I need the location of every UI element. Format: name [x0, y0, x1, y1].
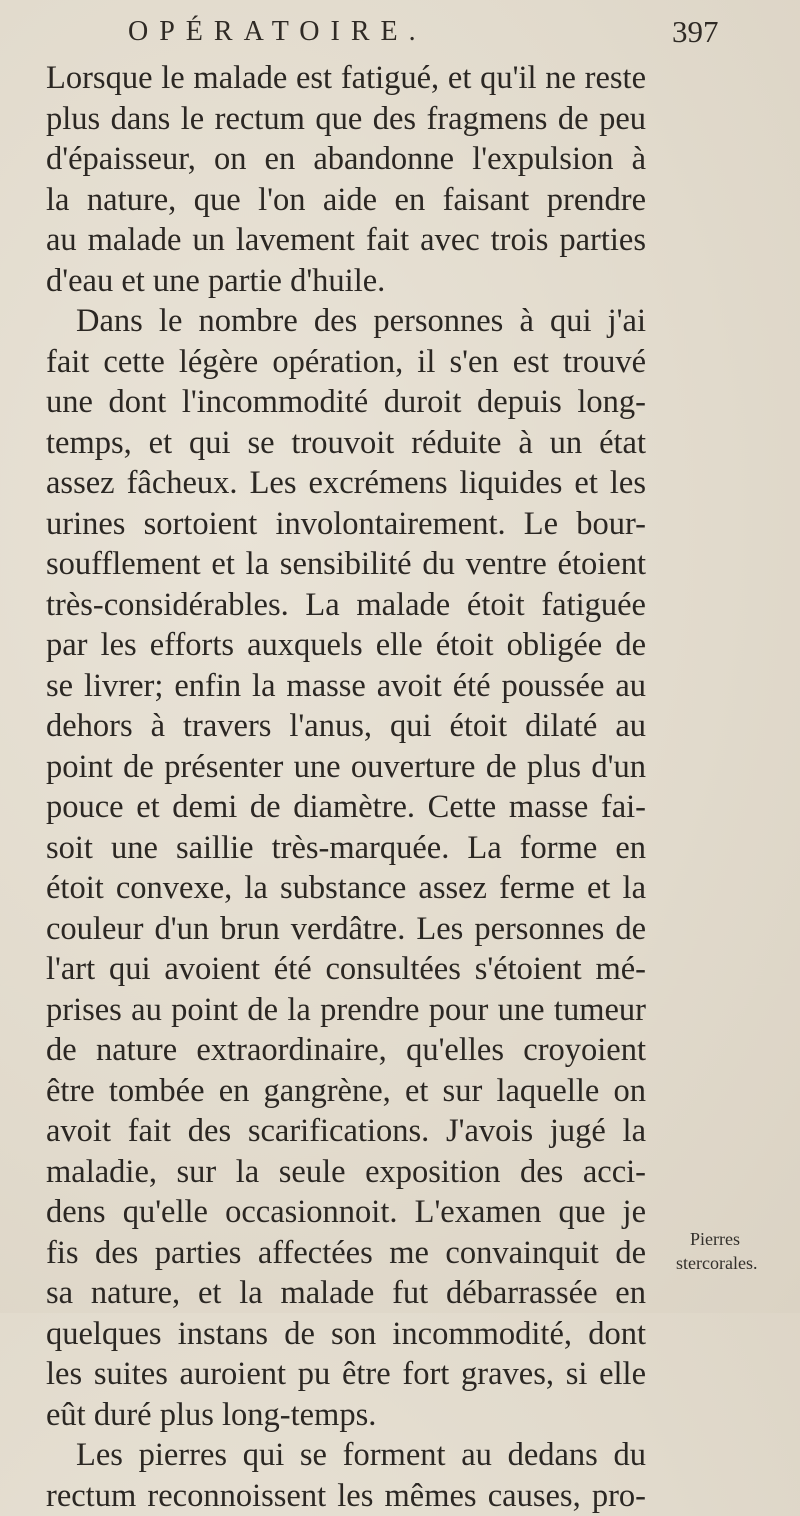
text-line: par les efforts auxquels elle étoit obligée de: [46, 625, 646, 666]
text-line: l'art qui avoient été consultées s'étoient mé-: [46, 949, 646, 990]
text-line: au malade un lavement fait avec trois parties: [46, 220, 646, 261]
margin-note-line: Pierres: [676, 1227, 796, 1251]
text-line: plus dans le rectum que des fragmens de peu: [46, 99, 646, 140]
body-text: [46, 58, 646, 1516]
text-line: être tombée en gangrène, et sur laquelle on: [46, 1071, 646, 1112]
text-line: Dans le nombre des personnes à qui j'ai: [46, 301, 646, 342]
margin-note: [676, 1227, 796, 1275]
text-line: quelques instans de son incommodité, dont: [46, 1314, 646, 1355]
text-line: point de présenter une ouverture de plus d'un: [46, 747, 646, 788]
text-line: prises au point de la prendre pour une tumeur: [46, 990, 646, 1031]
text-line: la nature, que l'on aide en faisant prendre: [46, 180, 646, 221]
text-line: Les pierres qui se forment au dedans du: [46, 1435, 646, 1476]
text-line: de nature extraordinaire, qu'elles croyoient: [46, 1030, 646, 1071]
text-line: fait cette légère opération, il s'en est trouvé: [46, 342, 646, 383]
text-line: se livrer; enfin la masse avoit été poussée au: [46, 666, 646, 707]
text-line: rectum reconnoissent les mêmes causes, pro-: [46, 1476, 646, 1516]
text-line: dens qu'elle occasionnoit. L'examen que je: [46, 1192, 646, 1233]
text-line: d'eau et une partie d'huile.: [46, 261, 646, 302]
text-line: assez fâcheux. Les excrémens liquides et les: [46, 463, 646, 504]
text-line: avoit fait des scarifications. J'avois jugé la: [46, 1111, 646, 1152]
page-number: 397: [672, 14, 719, 50]
text-line: Lorsque le malade est fatigué, et qu'il ne reste: [46, 58, 646, 99]
running-head-title: OPÉRATOIRE.: [128, 16, 427, 48]
text-line: soufflement et la sensibilité du ventre étoient: [46, 544, 646, 585]
text-line: les suites auroient pu être fort graves, si elle: [46, 1354, 646, 1395]
margin-note-line: stercorales.: [676, 1251, 796, 1275]
running-head: [0, 10, 800, 50]
text-line: temps, et qui se trouvoit réduite à un état: [46, 423, 646, 464]
text-line: une dont l'incommodité duroit depuis long-: [46, 382, 646, 423]
text-line: soit une saillie très-marquée. La forme en: [46, 828, 646, 869]
text-line: très-considérables. La malade étoit fatiguée: [46, 585, 646, 626]
text-line: couleur d'un brun verdâtre. Les personnes de: [46, 909, 646, 950]
text-line: d'épaisseur, on en abandonne l'expulsion à: [46, 139, 646, 180]
text-line: maladie, sur la seule exposition des acci-: [46, 1152, 646, 1193]
text-line: eût duré plus long-temps.: [46, 1395, 646, 1436]
text-line: pouce et demi de diamètre. Cette masse fai-: [46, 787, 646, 828]
text-line: urines sortoient involontairement. Le bour-: [46, 504, 646, 545]
text-line: sa nature, et la malade fut débarrassée en: [46, 1273, 646, 1314]
text-line: dehors à travers l'anus, qui étoit dilaté au: [46, 706, 646, 747]
text-line: étoit convexe, la substance assez ferme et la: [46, 868, 646, 909]
text-line: fis des parties affectées me convainquit de: [46, 1233, 646, 1274]
